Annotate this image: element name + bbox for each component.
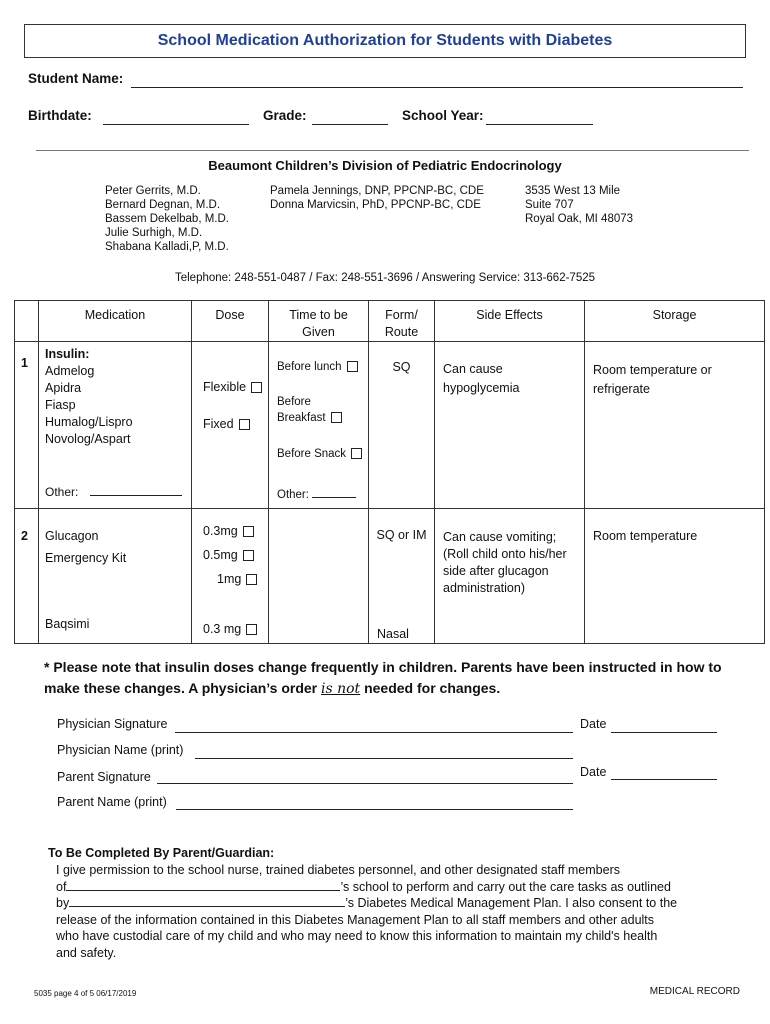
dose-cell (192, 342, 269, 509)
time-other-label: Other: (277, 489, 309, 501)
note-text: * Please note that insulin doses change frequently in children. Parents have been instructed in how to make these changes. A physician’s order (44, 659, 722, 696)
consent-line (56, 879, 736, 896)
birthdate-field[interactable] (103, 110, 249, 125)
baqsimi-label: Baqsimi (45, 617, 90, 631)
time-breakfast-label: Breakfast (277, 412, 326, 424)
consent-line (56, 895, 736, 912)
medication-cell (39, 509, 192, 644)
dose-label: 1mg (217, 572, 242, 586)
insulin-title: Insulin: (45, 347, 90, 361)
clinic-name: Beaumont Children’s Division of Pediatric Endocrinology (208, 158, 562, 173)
insulin-note (44, 657, 734, 700)
birthdate-label: Birthdate: (28, 108, 92, 123)
parent-date-label: Date (580, 765, 607, 779)
side-effect-text: hypoglycemia (443, 381, 520, 395)
physician-signature-field[interactable] (175, 718, 573, 733)
grade-label: Grade: (263, 108, 307, 123)
time-cell (269, 342, 369, 509)
dose-fixed-checkbox[interactable] (239, 419, 250, 430)
parent-signature-label: Parent Signature (57, 770, 151, 784)
consent-text: ’s school to perform and carry out the care tasks as outlined (340, 879, 671, 894)
side-effects-cell (435, 342, 585, 509)
divider (36, 150, 749, 151)
storage-text: refrigerate (593, 382, 650, 396)
dose-checkbox[interactable] (243, 526, 254, 537)
address-line: Suite 707 (525, 199, 574, 211)
consent-paragraph (56, 862, 736, 961)
physician-name-field[interactable] (195, 744, 573, 759)
dose-label: 0.5mg (203, 548, 238, 562)
time-other-field[interactable] (312, 487, 356, 498)
header-storage: Storage (585, 301, 765, 342)
dose-label: 0.3 mg (203, 622, 242, 636)
doctor-name: Bernard Degnan, M.D. (105, 199, 221, 211)
address-line: 3535 West 13 Mile (525, 185, 621, 197)
grade-field[interactable] (312, 110, 388, 125)
side-effect-text: (Roll child onto his/her (443, 547, 567, 561)
glucagon-label: Glucagon (45, 529, 99, 543)
row-number-text: 1 (21, 356, 28, 370)
other-insulin-field[interactable] (90, 485, 182, 496)
header-number (15, 301, 39, 342)
parent-signature-field[interactable] (157, 769, 573, 784)
side-effect-text: Can cause (443, 362, 503, 376)
header-time-line: Time to be (289, 308, 348, 322)
side-effect-text: Can cause vomiting; (443, 530, 557, 544)
student-name-field[interactable] (131, 73, 743, 88)
storage-cell (585, 342, 765, 509)
doctor-list (105, 184, 229, 254)
insulin-option: Admelog (45, 364, 95, 378)
note-emphasis: is not (321, 681, 361, 697)
note-text: needed for changes. (360, 680, 501, 696)
consent-line: release of the information contained in this Diabetes Management Plan to all staff members and other adults (56, 912, 655, 927)
dose-flexible-label: Flexible (203, 380, 247, 394)
school-year-label: School Year: (402, 108, 484, 123)
dose-checkbox[interactable] (246, 574, 257, 585)
insulin-option: Novolog/Aspart (45, 432, 131, 446)
time-breakfast-checkbox[interactable] (331, 412, 342, 423)
route-text: SQ or IM (376, 528, 427, 542)
header-time-line: Given (302, 325, 335, 339)
side-effect-text: side after glucagon (443, 564, 549, 578)
header-dose: Dose (192, 301, 269, 342)
consent-text: ’s Diabetes Medical Management Plan. I also consent to the (345, 896, 678, 910)
dose-cell (192, 509, 269, 644)
row-number-text: 2 (21, 529, 28, 543)
doctor-name: Peter Gerrits, M.D. (105, 185, 201, 197)
insulin-option: Humalog/Lispro (45, 415, 133, 429)
table-row (15, 509, 765, 644)
time-lunch-label: Before lunch (277, 361, 342, 373)
consent-text: by (56, 896, 70, 910)
staff-list (270, 184, 484, 212)
header-time (269, 301, 369, 342)
address-line: Royal Oak, MI 48073 (525, 213, 634, 225)
route-cell (369, 342, 435, 509)
time-snack-label: Before Snack (277, 448, 347, 460)
storage-text: Room temperature or (593, 363, 712, 377)
emergency-kit-label: Emergency Kit (45, 551, 127, 565)
side-effect-text: administration) (443, 581, 525, 595)
consent-text: of (56, 879, 67, 894)
dose-flexible-checkbox[interactable] (251, 382, 262, 393)
other-label: Other: (45, 485, 79, 499)
student-name-label: Student Name: (28, 71, 124, 86)
parent-name-field[interactable] (176, 795, 573, 810)
route-text: SQ (392, 360, 411, 374)
route-text: Nasal (377, 627, 409, 641)
dose-label: 0.3mg (203, 524, 238, 538)
header-form-line: Route (384, 325, 419, 339)
school-year-field[interactable] (486, 110, 593, 125)
time-snack-checkbox[interactable] (351, 448, 362, 459)
footer-page-info: 5035 page 4 of 5 06/17/2019 (34, 989, 137, 998)
time-cell (269, 509, 369, 644)
child-name-field-2[interactable] (69, 895, 345, 907)
dose-checkbox[interactable] (246, 624, 257, 635)
header-form-route (369, 301, 435, 342)
physician-signature-label: Physician Signature (57, 717, 168, 731)
doctor-name: Julie Surhigh, M.D. (105, 227, 203, 239)
table-row (15, 342, 765, 509)
physician-date-field[interactable] (611, 718, 717, 733)
parent-date-field[interactable] (611, 765, 717, 780)
staff-name: Donna Marvicsin, PhD, PPCNP-BC, CDE (270, 199, 481, 211)
insulin-option: Apidra (45, 381, 82, 395)
time-breakfast-label: Before (277, 396, 311, 408)
row-number (15, 342, 39, 509)
child-name-field[interactable] (66, 879, 340, 891)
dose-fixed-label: Fixed (203, 417, 234, 431)
doctor-name: Bassem Dekelbab, M.D. (105, 213, 229, 225)
medication-cell (39, 342, 192, 509)
side-effects-cell (435, 509, 585, 644)
consent-line: and safety. (56, 945, 117, 960)
row-number (15, 509, 39, 644)
header-form-line: Form/ (385, 308, 418, 322)
header-side-effects: Side Effects (435, 301, 585, 342)
parent-section-heading: To Be Completed By Parent/Guardian: (48, 846, 275, 860)
clinic-address (525, 184, 633, 226)
parent-name-label: Parent Name (print) (57, 795, 167, 809)
insulin-option: Fiasp (45, 398, 76, 412)
physician-date-label: Date (580, 717, 607, 731)
doctor-name: Shabana Kalladi,P, M.D. (105, 241, 229, 253)
clinic-contact: Telephone: 248-551-0487 / Fax: 248-551-3696 / Answering Service: 313-662-7525 (174, 272, 596, 284)
physician-name-label: Physician Name (print) (57, 743, 184, 757)
header-medication: Medication (39, 301, 192, 342)
medication-table (14, 300, 765, 644)
storage-cell (585, 509, 765, 644)
consent-line: I give permission to the school nurse, trained diabetes personnel, and other designated staff members (56, 863, 620, 877)
form-title: School Medication Authorization for Students with Diabetes (24, 24, 746, 58)
staff-name: Pamela Jennings, DNP, PPCNP-BC, CDE (270, 185, 484, 197)
time-lunch-checkbox[interactable] (347, 361, 358, 372)
consent-line: who have custodial care of my child and who may need to know this information to maintain my child's health (56, 929, 658, 943)
dose-checkbox[interactable] (243, 550, 254, 561)
storage-text: Room temperature (593, 529, 698, 543)
footer-medical-record: MEDICAL RECORD (649, 986, 740, 997)
route-cell (369, 509, 435, 644)
